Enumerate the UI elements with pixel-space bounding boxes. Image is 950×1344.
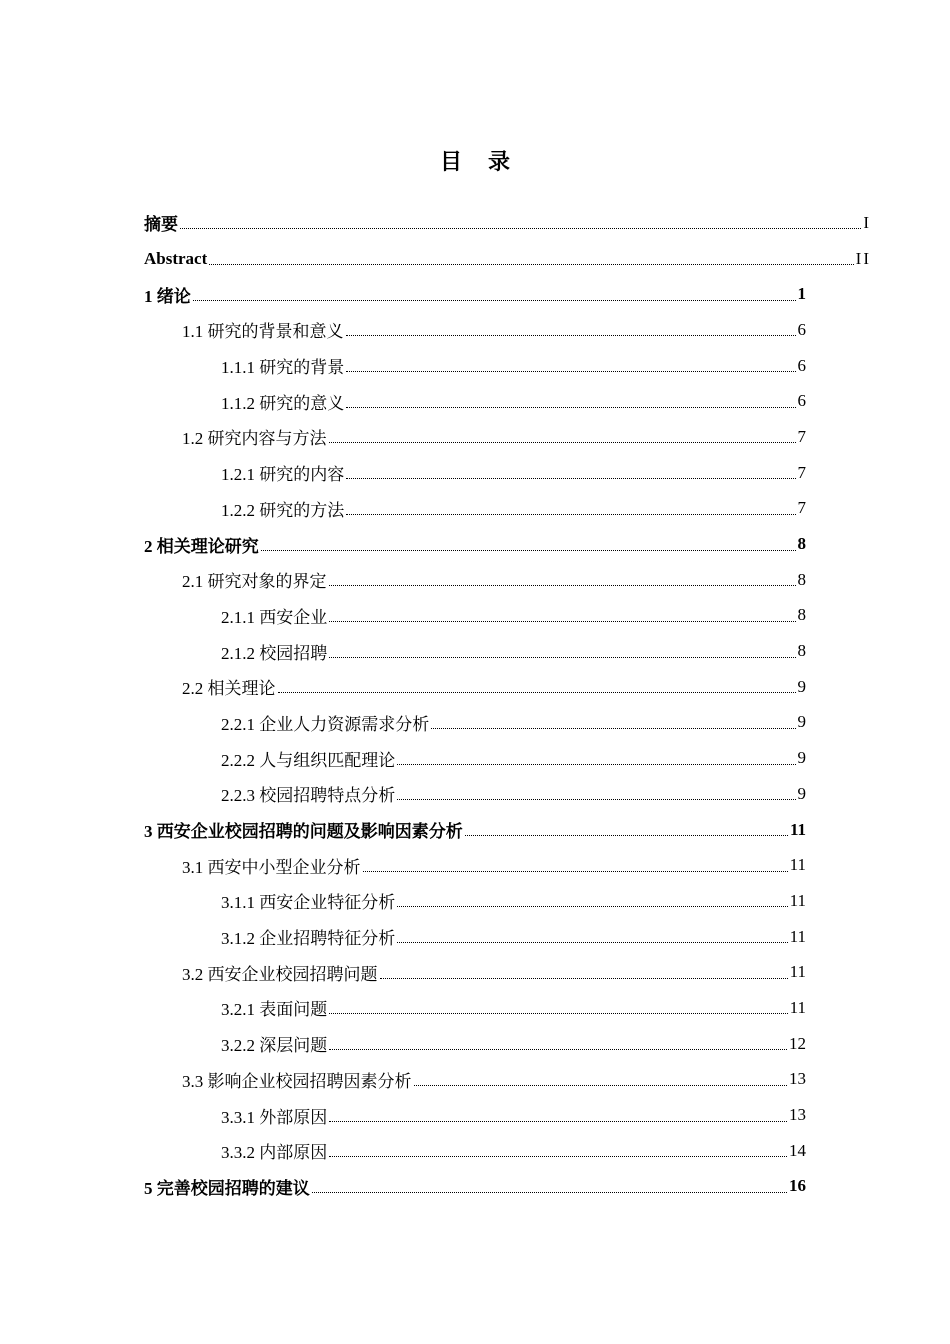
toc-entry-label: 3.1 西安中小型企业分析 <box>182 857 361 877</box>
toc-entry-page: 13 <box>789 1069 806 1089</box>
toc-entry-label: 3.3.1 外部原因 <box>221 1107 328 1127</box>
toc-entry-section[interactable] <box>182 1062 806 1098</box>
toc-entry-label: 1.2.1 研究的内容 <box>221 465 345 485</box>
toc-entry-chapter-2[interactable] <box>144 526 806 562</box>
toc-entry-subsection[interactable] <box>221 740 806 776</box>
toc-entry-subsection[interactable] <box>221 919 806 955</box>
toc-entry-subsection[interactable] <box>221 455 806 491</box>
toc-leader-dots <box>397 799 795 800</box>
toc-leader-dots <box>329 621 795 622</box>
toc-entry-page: 9 <box>797 783 806 803</box>
toc-entry-subsection[interactable] <box>221 348 806 384</box>
toc-entry-label: 3.1.2 企业招聘特征分析 <box>221 929 396 949</box>
toc-entry-label: 3.2.2 深层问题 <box>221 1036 328 1056</box>
toc-entry-page: 9 <box>797 748 806 768</box>
toc-entry-subsection[interactable] <box>221 633 806 669</box>
toc-leader-dots <box>209 264 853 265</box>
toc-entry-section[interactable] <box>182 419 806 455</box>
toc-entry-page: 11 <box>789 997 806 1017</box>
toc-leader-dots <box>346 335 796 336</box>
toc-entry-page: 14 <box>789 1140 806 1160</box>
toc-entry-label: 1.1.2 研究的意义 <box>221 393 345 413</box>
toc-leader-dots <box>397 942 787 943</box>
toc-leader-dots <box>329 442 796 443</box>
toc-entry-subsection[interactable] <box>221 1133 806 1169</box>
toc-leader-dots <box>329 585 796 586</box>
toc-entry-page: 11 <box>789 855 806 875</box>
toc-entry-page: I <box>863 212 871 232</box>
toc-entry-label: 3.2.1 表面问题 <box>221 1000 328 1020</box>
toc-leader-dots <box>329 1121 787 1122</box>
toc-entry-page: 8 <box>797 641 806 661</box>
toc-leader-dots <box>312 1192 787 1193</box>
toc-leader-dots <box>329 1156 787 1157</box>
toc-leader-dots <box>346 514 795 515</box>
toc-entry-subsection[interactable] <box>221 705 806 741</box>
toc-title-char-1: 目 <box>439 149 462 174</box>
toc-entry-page: 1 <box>797 284 806 304</box>
toc-entry-page: 6 <box>797 391 806 411</box>
toc-leader-dots <box>346 371 795 372</box>
toc-entry-page: 6 <box>797 355 806 375</box>
toc-entry-section[interactable] <box>182 954 806 990</box>
toc-entry-chapter-3[interactable] <box>144 812 806 848</box>
toc-leader-dots <box>380 978 788 979</box>
toc-entry-page: 11 <box>789 962 806 982</box>
toc-leader-dots <box>397 906 787 907</box>
toc-leader-dots <box>180 228 861 229</box>
toc-entry-label: 2 相关理论研究 <box>144 536 259 556</box>
toc-entry-page: 7 <box>797 462 806 482</box>
toc-entry-page: II <box>855 248 871 268</box>
toc-entry-subsection[interactable] <box>221 491 806 527</box>
toc-entry-page: 8 <box>797 605 806 625</box>
toc-entry-section[interactable] <box>182 847 806 883</box>
toc-entry-section[interactable] <box>182 562 806 598</box>
toc-entry-label: 2.1 研究对象的界定 <box>182 572 327 592</box>
toc-leader-dots <box>193 300 796 301</box>
toc-entry-section[interactable] <box>182 312 806 348</box>
toc-entry-label: 1.1 研究的背景和意义 <box>182 322 344 342</box>
toc-entry-page: 11 <box>789 890 806 910</box>
toc-entry-page: 7 <box>797 498 806 518</box>
toc-entry-label: 1.2 研究内容与方法 <box>182 429 327 449</box>
toc-entry-subsection[interactable] <box>221 383 806 419</box>
toc-entry-chapter-1[interactable] <box>144 276 806 312</box>
toc-entry-label: 5 完善校园招聘的建议 <box>144 1178 310 1198</box>
toc-title-char-2: 录 <box>488 149 511 174</box>
toc-entry-page: 16 <box>789 1176 806 1196</box>
toc-entry-label: 2.2 相关理论 <box>182 679 276 699</box>
toc-leader-dots <box>346 407 795 408</box>
toc-entry-label: 摘要 <box>144 215 178 235</box>
toc-leader-dots <box>431 728 795 729</box>
toc-entry-label: 2.1.2 校园招聘 <box>221 643 328 663</box>
toc-entry-page: 11 <box>789 926 806 946</box>
toc-entry-page: 13 <box>789 1105 806 1125</box>
toc-entry-subsection[interactable] <box>221 598 806 634</box>
toc-entry-label: 1.1.1 研究的背景 <box>221 358 345 378</box>
toc-leader-dots <box>329 1013 787 1014</box>
toc-leader-dots <box>414 1085 788 1086</box>
toc-list <box>0 205 950 1204</box>
toc-entry-page: 7 <box>797 426 806 446</box>
toc-entry-subsection[interactable] <box>221 990 806 1026</box>
toc-entry-label: 1 绪论 <box>144 286 191 306</box>
toc-leader-dots <box>329 1049 787 1050</box>
toc-leader-dots <box>397 764 795 765</box>
toc-entry-subsection[interactable] <box>221 776 806 812</box>
toc-entry-label: 3 西安企业校园招聘的问题及影响因素分析 <box>144 822 463 842</box>
toc-entry-page: 9 <box>797 712 806 732</box>
toc-entry-chapter-5[interactable] <box>144 1169 806 1205</box>
toc-entry-label: 3.3.2 内部原因 <box>221 1143 328 1163</box>
toc-entry-page: 11 <box>789 819 806 839</box>
toc-entry-abstract-en[interactable] <box>144 241 871 277</box>
toc-entry-abstract-cn[interactable] <box>144 205 871 241</box>
toc-entry-subsection[interactable] <box>221 1026 806 1062</box>
toc-leader-dots <box>329 657 795 658</box>
toc-entry-label: 2.2.1 企业人力资源需求分析 <box>221 714 430 734</box>
toc-entry-label: Abstract <box>144 248 208 268</box>
toc-entry-subsection[interactable] <box>221 883 806 919</box>
toc-entry-page: 12 <box>789 1033 806 1053</box>
toc-entry-label: 3.2 西安企业校园招聘问题 <box>182 964 378 984</box>
toc-leader-dots <box>465 835 788 836</box>
toc-entry-subsection[interactable] <box>221 1097 806 1133</box>
toc-entry-label: 2.2.2 人与组织匹配理论 <box>221 750 396 770</box>
toc-entry-page: 8 <box>797 534 806 554</box>
toc-entry-page: 8 <box>797 569 806 589</box>
toc-entry-label: 2.1.1 西安企业 <box>221 607 328 627</box>
toc-entry-label: 3.3 影响企业校园招聘因素分析 <box>182 1071 412 1091</box>
toc-title <box>0 143 950 181</box>
toc-entry-label: 2.2.3 校园招聘特点分析 <box>221 786 396 806</box>
toc-leader-dots <box>346 478 795 479</box>
toc-entry-label: 3.1.1 西安企业特征分析 <box>221 893 396 913</box>
toc-entry-label: 1.2.2 研究的方法 <box>221 500 345 520</box>
toc-leader-dots <box>261 550 796 551</box>
toc-leader-dots <box>363 871 788 872</box>
toc-leader-dots <box>278 692 796 693</box>
toc-entry-section[interactable] <box>182 669 806 705</box>
toc-entry-page: 9 <box>797 676 806 696</box>
toc-entry-page: 6 <box>797 319 806 339</box>
